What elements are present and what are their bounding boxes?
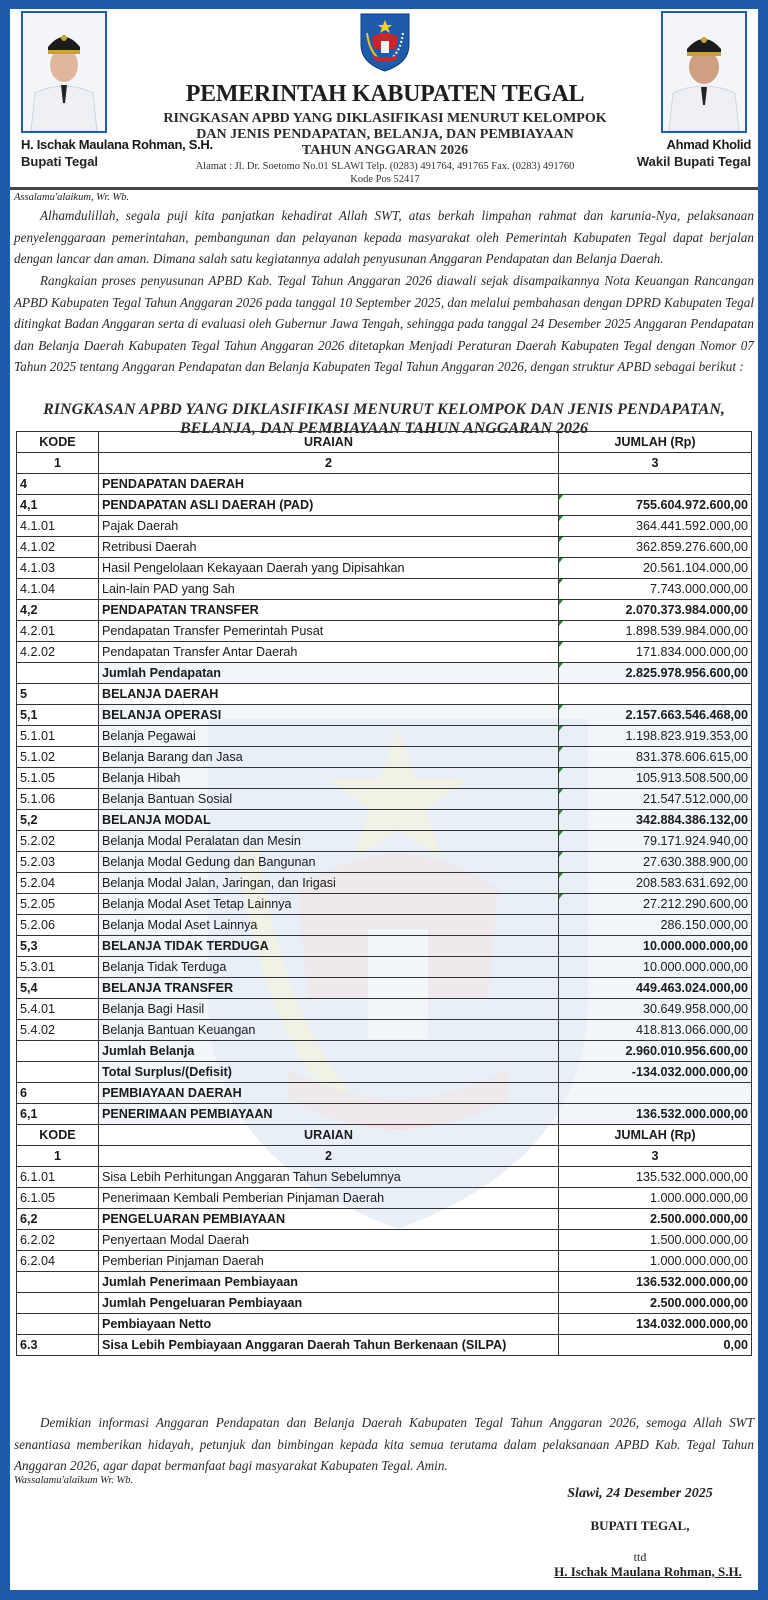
- cell-kode: 6.2.04: [17, 1251, 99, 1272]
- cell-uraian: PENDAPATAN ASLI DAERAH (PAD): [99, 495, 559, 516]
- cell-uraian: Hasil Pengelolaan Kekayaan Daerah yang Dipisahkan: [99, 558, 559, 579]
- cell-kode: [17, 1062, 99, 1083]
- cell-uraian: PENGELUARAN PEMBIAYAAN: [99, 1209, 559, 1230]
- cell-uraian: Belanja Bagi Hasil: [99, 999, 559, 1020]
- cell-jumlah: -134.032.000.000,00: [559, 1062, 752, 1083]
- cell-kode: 6,1: [17, 1104, 99, 1125]
- cell-jumlah: 1.898.539.984.000,00: [559, 621, 752, 642]
- table-row: [17, 1230, 752, 1251]
- cell-jumlah: 2.500.000.000,00: [559, 1209, 752, 1230]
- table-row: [17, 999, 752, 1020]
- cell-uraian: Pemberian Pinjaman Daerah: [99, 1251, 559, 1272]
- cell-uraian: Pendapatan Transfer Pemerintah Pusat: [99, 621, 559, 642]
- cell-uraian: Lain-lain PAD yang Sah: [99, 579, 559, 600]
- government-title: PEMERINTAH KABUPATEN TEGAL: [185, 81, 585, 107]
- column-number-1: 1: [17, 1146, 99, 1167]
- cell-uraian: BELANJA TIDAK TERDUGA: [99, 936, 559, 957]
- column-number-2: 2: [99, 1146, 559, 1167]
- wakil-bupati-name: Ahmad Kholid: [666, 137, 751, 152]
- subtitle-line-1: RINGKASAN APBD YANG DIKLASIFIKASI MENURUT KELOMPOK: [163, 111, 607, 126]
- table-row: [17, 873, 752, 894]
- cell-uraian: BELANJA OPERASI: [99, 705, 559, 726]
- cell-jumlah: 2.157.663.546.468,00: [559, 705, 752, 726]
- cell-uraian: Jumlah Penerimaan Pembiayaan: [99, 1272, 559, 1293]
- cell-kode: 6.1.05: [17, 1188, 99, 1209]
- cell-uraian: Penerimaan Kembali Pemberian Pinjaman Daerah: [99, 1188, 559, 1209]
- cell-uraian: BELANJA TRANSFER: [99, 978, 559, 999]
- table-row: [17, 684, 752, 705]
- cell-jumlah: 136.532.000.000,00: [559, 1272, 752, 1293]
- table-row: [17, 726, 752, 747]
- cell-jumlah: 30.649.958.000,00: [559, 999, 752, 1020]
- bupati-title: Bupati Tegal: [21, 154, 99, 169]
- cell-uraian: PEMBIAYAAN DAERAH: [99, 1083, 559, 1104]
- cell-uraian: PENERIMAAN PEMBIAYAAN: [99, 1104, 559, 1125]
- table-row: [17, 495, 752, 516]
- cell-uraian: Jumlah Belanja: [99, 1041, 559, 1062]
- column-number-3: 3: [559, 453, 752, 474]
- cell-jumlah: 418.813.066.000,00: [559, 1020, 752, 1041]
- cell-jumlah: 135.532.000.000,00: [559, 1167, 752, 1188]
- cell-uraian: Pajak Daerah: [99, 516, 559, 537]
- cell-kode: 5.1.06: [17, 789, 99, 810]
- address: Alamat : Jl. Dr. Soetomo No.01 SLAWI Telp. (0283) 491764, 491765 Fax. (0283) 491760: [195, 161, 575, 172]
- cell-jumlah: [559, 474, 752, 495]
- cell-jumlah: 27.212.290.600,00: [559, 894, 752, 915]
- table-row: [17, 1272, 752, 1293]
- table-row: [17, 474, 752, 495]
- cell-uraian: Belanja Pegawai: [99, 726, 559, 747]
- table-row: [17, 621, 752, 642]
- cell-uraian: BELANJA DAERAH: [99, 684, 559, 705]
- cell-kode: 6.2.02: [17, 1230, 99, 1251]
- cell-jumlah: 208.583.631.692,00: [559, 873, 752, 894]
- cell-jumlah: 2.500.000.000,00: [559, 1293, 752, 1314]
- table-title-line-1: RINGKASAN APBD YANG DIKLASIFIKASI MENURUT KELOMPOK DAN JENIS PENDAPATAN,: [43, 401, 725, 418]
- header-uraian: URAIAN: [99, 432, 559, 453]
- cell-kode: [17, 1314, 99, 1335]
- wakil-bupati-title: Wakil Bupati Tegal: [636, 154, 751, 169]
- header-jumlah: JUMLAH (Rp): [559, 432, 752, 453]
- bupati-photo: [21, 11, 107, 133]
- intro-paragraph-2: Rangkaian proses penyusunan APBD Kab. Tegal Tahun Anggaran 2026 diawali sejak disampaikannya Nota Keuangan Rancangan APBD Kabupaten Tegal Tahun Anggaran 2026 pada tanggal 10 September 2025, dan melalui pembahasan dengan DPRD Kabupaten Tegal ditingkat Badan Anggaran serta di evaluasi oleh Gubernur Jawa Tengah, sehingga pada tanggal 24 Desember 2025 Anggaran Pendapatan dan Belanja Daerah Kabupaten Tegal Tahun Anggaran 2026 ditetapkan Menjadi Peraturan Daerah Kabupaten Tegal dengan Nomor 07 Tahun 2025 tentang Anggaran Pendapatan dan Belanja Kabupaten Tegal Tahun Anggaran 2026, dengan struktur APBD sebagai berikut :: [14, 273, 754, 374]
- intro-paragraph-1: Alhamdulillah, segala puji kita panjatkan kehadirat Allah SWT, atas berkah limpahan rahmat dan karunia-Nya, pelaksanaan penyelenggaraan pemerintahan, pembangunan dan pelayanan kepada masyarakat oleh Pemerintah Kabupaten Tegal dapat berjalan dengan lancar dan aman. Dimana salah satu kegiatannya adalah penyusunan Anggaran Pendapatan dan Belanja Daerah.: [14, 208, 754, 266]
- cell-uraian: Belanja Hibah: [99, 768, 559, 789]
- cell-jumlah: 831.378.606.615,00: [559, 747, 752, 768]
- table-row: [17, 1209, 752, 1230]
- header-uraian: URAIAN: [99, 1125, 559, 1146]
- cell-uraian: Jumlah Pengeluaran Pembiayaan: [99, 1293, 559, 1314]
- table-row: [17, 1188, 752, 1209]
- cell-kode: 5.4.02: [17, 1020, 99, 1041]
- cell-jumlah: 342.884.386.132,00: [559, 810, 752, 831]
- table-row: [17, 852, 752, 873]
- subtitle-line-2: DAN JENIS PENDAPATAN, BELANJA, DAN PEMBIAYAAN: [196, 127, 574, 142]
- table-row: [17, 1167, 752, 1188]
- cell-uraian: PENDAPATAN TRANSFER: [99, 600, 559, 621]
- cell-kode: 5: [17, 684, 99, 705]
- cell-kode: 5,1: [17, 705, 99, 726]
- header-jumlah: JUMLAH (Rp): [559, 1125, 752, 1146]
- column-number-3: 3: [559, 1146, 752, 1167]
- cell-jumlah: [559, 1083, 752, 1104]
- cell-jumlah: 7.743.000.000,00: [559, 579, 752, 600]
- table-row: [17, 915, 752, 936]
- cell-uraian: Belanja Modal Jalan, Jaringan, dan Irigasi: [99, 873, 559, 894]
- cell-kode: 5.1.02: [17, 747, 99, 768]
- postal-code: Kode Pos 52417: [350, 174, 420, 185]
- cell-kode: 5,4: [17, 978, 99, 999]
- cell-jumlah: 21.547.512.000,00: [559, 789, 752, 810]
- table-row: [17, 1293, 752, 1314]
- cell-kode: 6.3: [17, 1335, 99, 1356]
- table-row: [17, 810, 752, 831]
- cell-jumlah: 136.532.000.000,00: [559, 1104, 752, 1125]
- cell-uraian: Pembiayaan Netto: [99, 1314, 559, 1335]
- farewell: Wassalamu'alaikum Wr. Wb.: [14, 1475, 134, 1486]
- cell-jumlah: 1.500.000.000,00: [559, 1230, 752, 1251]
- cell-jumlah: 449.463.024.000,00: [559, 978, 752, 999]
- table-row: [17, 894, 752, 915]
- cell-kode: 4.1.04: [17, 579, 99, 600]
- table-row: [17, 978, 752, 999]
- table-row: [17, 579, 752, 600]
- cell-kode: [17, 1293, 99, 1314]
- table-row: [17, 537, 752, 558]
- cell-kode: 5.1.01: [17, 726, 99, 747]
- table-row: [17, 1335, 752, 1356]
- cell-kode: 4.2.01: [17, 621, 99, 642]
- wakil-bupati-photo: [661, 11, 747, 133]
- person-portrait-icon: [23, 13, 105, 131]
- cell-uraian: Belanja Bantuan Keuangan: [99, 1020, 559, 1041]
- cell-jumlah: 0,00: [559, 1335, 752, 1356]
- cell-kode: 6.1.01: [17, 1167, 99, 1188]
- cell-uraian: Belanja Tidak Terduga: [99, 957, 559, 978]
- table-header-row-repeat: [17, 1125, 752, 1146]
- table-row: [17, 936, 752, 957]
- table-row: [17, 663, 752, 684]
- table-row: [17, 1104, 752, 1125]
- cell-jumlah: 27.630.388.900,00: [559, 852, 752, 873]
- cell-uraian: Belanja Modal Gedung dan Bangunan: [99, 852, 559, 873]
- apbd-summary-table: [16, 431, 752, 1356]
- table-row: [17, 957, 752, 978]
- cell-jumlah: 20.561.104.000,00: [559, 558, 752, 579]
- table-row: [17, 705, 752, 726]
- cell-jumlah: [559, 684, 752, 705]
- cell-kode: 4.1.02: [17, 537, 99, 558]
- table-row: [17, 1041, 752, 1062]
- cell-kode: 5.1.05: [17, 768, 99, 789]
- table-row: [17, 600, 752, 621]
- header-divider: [10, 187, 758, 190]
- table-title-line-2: BELANJA, DAN PEMBIAYAAN TAHUN ANGGARAN 2026: [179, 420, 589, 437]
- table-column-number-row-repeat: [17, 1146, 752, 1167]
- table-row: [17, 789, 752, 810]
- document-frame: [10, 9, 758, 1590]
- column-number-2: 2: [99, 453, 559, 474]
- cell-kode: 4.2.02: [17, 642, 99, 663]
- table-row: [17, 1020, 752, 1041]
- kabupaten-tegal-emblem-icon: [357, 11, 413, 73]
- cell-kode: 5.2.04: [17, 873, 99, 894]
- cell-jumlah: 286.150.000,00: [559, 915, 752, 936]
- cell-uraian: Pendapatan Transfer Antar Daerah: [99, 642, 559, 663]
- table-row: [17, 831, 752, 852]
- cell-kode: 5,2: [17, 810, 99, 831]
- cell-kode: 6,2: [17, 1209, 99, 1230]
- cell-kode: 5.3.01: [17, 957, 99, 978]
- table-column-number-row: [17, 453, 752, 474]
- cell-jumlah: 1.000.000.000,00: [559, 1188, 752, 1209]
- cell-jumlah: 364.441.592.000,00: [559, 516, 752, 537]
- cell-uraian: Belanja Modal Peralatan dan Mesin: [99, 831, 559, 852]
- cell-kode: [17, 663, 99, 684]
- cell-uraian: Belanja Bantuan Sosial: [99, 789, 559, 810]
- table-row: [17, 747, 752, 768]
- cell-kode: 5,3: [17, 936, 99, 957]
- cell-kode: 4: [17, 474, 99, 495]
- cell-kode: 4,2: [17, 600, 99, 621]
- cell-uraian: Jumlah Pendapatan: [99, 663, 559, 684]
- table-row: [17, 642, 752, 663]
- cell-uraian: Penyertaan Modal Daerah: [99, 1230, 559, 1251]
- cell-kode: 4.1.03: [17, 558, 99, 579]
- cell-kode: [17, 1041, 99, 1062]
- table-row: [17, 558, 752, 579]
- cell-jumlah: 362.859.276.600,00: [559, 537, 752, 558]
- bupati-name: H. Ischak Maulana Rohman, S.H.: [21, 137, 213, 152]
- cell-jumlah: 171.834.000.000,00: [559, 642, 752, 663]
- cell-jumlah: 105.913.508.500,00: [559, 768, 752, 789]
- cell-uraian: Belanja Modal Aset Lainnya: [99, 915, 559, 936]
- cell-kode: [17, 1272, 99, 1293]
- cell-kode: 5.2.03: [17, 852, 99, 873]
- table-row: [17, 768, 752, 789]
- cell-jumlah: 1.000.000.000,00: [559, 1251, 752, 1272]
- cell-kode: 5.2.06: [17, 915, 99, 936]
- table-header-row: [17, 432, 752, 453]
- cell-kode: 6: [17, 1083, 99, 1104]
- person-portrait-icon: [663, 13, 745, 131]
- cell-jumlah: 2.825.978.956.600,00: [559, 663, 752, 684]
- cell-jumlah: 1.198.823.919.353,00: [559, 726, 752, 747]
- letterhead: [10, 9, 758, 189]
- table-row: [17, 516, 752, 537]
- greeting: Assalamu'alaikum, Wr. Wb.: [14, 192, 130, 203]
- cell-kode: 5.4.01: [17, 999, 99, 1020]
- cell-kode: 4,1: [17, 495, 99, 516]
- cell-uraian: Sisa Lebih Perhitungan Anggaran Tahun Sebelumnya: [99, 1167, 559, 1188]
- cell-jumlah: 79.171.924.940,00: [559, 831, 752, 852]
- closing-paragraph: Demikian informasi Anggaran Pendapatan dan Belanja Daerah Kabupaten Tegal Tahun Anggaran 2026, semoga Allah SWT senantiasa memberikan hidayah, petunjuk dan bimbingan kepada kita semua terutama dalam pelaksanaan APBD Kab. Tegal Tahun Anggaran 2026, agar dapat bermanfaat bagi masyarakat Kabupaten Tegal. Amin.: [14, 1415, 754, 1473]
- signatory-position: BUPATI TEGAL,: [590, 1518, 690, 1533]
- cell-kode: 5.2.02: [17, 831, 99, 852]
- cell-kode: 4.1.01: [17, 516, 99, 537]
- header-kode: KODE: [17, 1125, 99, 1146]
- cell-kode: 5.2.05: [17, 894, 99, 915]
- table-row: [17, 1251, 752, 1272]
- cell-uraian: Belanja Barang dan Jasa: [99, 747, 559, 768]
- cell-uraian: PENDAPATAN DAERAH: [99, 474, 559, 495]
- signatory-name: H. Ischak Maulana Rohman, S.H.: [554, 1564, 742, 1579]
- cell-jumlah: 755.604.972.600,00: [559, 495, 752, 516]
- cell-uraian: Sisa Lebih Pembiayaan Anggaran Daerah Tahun Berkenaan (SILPA): [99, 1335, 559, 1356]
- cell-uraian: Retribusi Daerah: [99, 537, 559, 558]
- subtitle-line-3: TAHUN ANGGARAN 2026: [301, 143, 469, 158]
- header-kode: KODE: [17, 432, 99, 453]
- cell-jumlah: 134.032.000.000,00: [559, 1314, 752, 1335]
- table-row: [17, 1083, 752, 1104]
- cell-jumlah: 10.000.000.000,00: [559, 957, 752, 978]
- cell-jumlah: 2.070.373.984.000,00: [559, 600, 752, 621]
- table-row: [17, 1062, 752, 1083]
- column-number-1: 1: [17, 453, 99, 474]
- cell-jumlah: 2.960.010.956.600,00: [559, 1041, 752, 1062]
- table-row: [17, 1314, 752, 1335]
- cell-uraian: Belanja Modal Aset Tetap Lainnya: [99, 894, 559, 915]
- cell-jumlah: 10.000.000.000,00: [559, 936, 752, 957]
- cell-uraian: BELANJA MODAL: [99, 810, 559, 831]
- place-date: Slawi, 24 Desember 2025: [567, 1486, 713, 1501]
- signature-ttd: ttd: [633, 1550, 647, 1564]
- cell-uraian: Total Surplus/(Defisit): [99, 1062, 559, 1083]
